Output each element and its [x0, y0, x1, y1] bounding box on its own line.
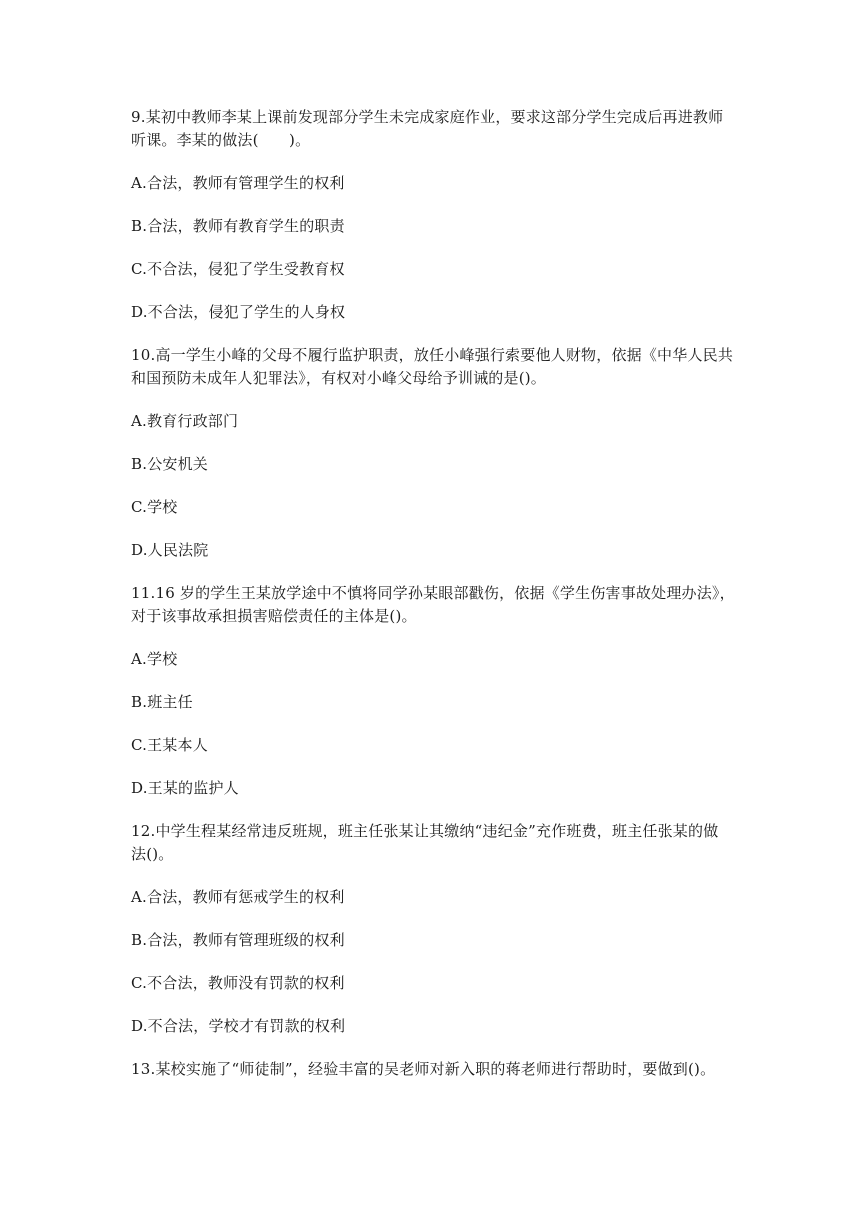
question-10-stem-line-1: 10.高一学生小峰的父母不履行监护职责，放任小峰强行索要他人财物，依据《中华人民共 — [131, 346, 734, 364]
question-9-option-c: C.不合法，侵犯了学生受教育权 — [131, 260, 345, 278]
question-12-stem-line-1: 12.中学生程某经常违反班规，班主任张某让其缴纳“违纪金”充作班费，班主任张某的做 — [131, 822, 719, 840]
question-9-option-a: A.合法，教师有管理学生的权利 — [131, 174, 345, 192]
question-12-option-d: D.不合法，学校才有罚款的权利 — [131, 1017, 346, 1035]
question-10-option-d: D.人民法院 — [131, 541, 209, 559]
question-10-stem-line-2: 和国预防未成年人犯罪法》，有权对小峰父母给予训诫的是()。 — [131, 369, 547, 387]
question-11-stem-line-1: 11.16 岁的学生王某放学途中不慎将同学孙某眼部戳伤，依据《学生伤害事故处理办法》， — [131, 584, 735, 602]
question-12-stem-line-2: 法()。 — [131, 845, 174, 863]
question-12-option-b: B.合法，教师有管理班级的权利 — [131, 931, 345, 949]
question-10-option-a: A.教育行政部门 — [131, 412, 239, 430]
question-9-option-b: B.合法，教师有教育学生的职责 — [131, 217, 345, 235]
question-11-stem-line-2: 对于该事故承担损害赔偿责任的主体是()。 — [131, 607, 417, 625]
question-11-option-c: C.王某本人 — [131, 736, 208, 754]
question-11-option-a: A.学校 — [131, 650, 178, 668]
question-9-stem-line-1: 9.某初中教师李某上课前发现部分学生未完成家庭作业，要求这部分学生完成后再进教师 — [131, 108, 724, 126]
question-13-stem-line-1: 13.某校实施了“师徒制”，经验丰富的吴老师对新入职的蒋老师进行帮助时，要做到()。 — [131, 1060, 716, 1078]
question-10-option-c: C.学校 — [131, 498, 178, 516]
question-12-option-c: C.不合法，教师没有罚款的权利 — [131, 974, 345, 992]
question-9-option-d: D.不合法，侵犯了学生的人身权 — [131, 303, 346, 321]
question-11-option-b: B.班主任 — [131, 693, 193, 711]
question-12-option-a: A.合法，教师有惩戒学生的权利 — [131, 888, 345, 906]
question-9-stem-line-2: 听课。李某的做法( )。 — [131, 131, 311, 149]
question-10-option-b: B.公安机关 — [131, 455, 208, 473]
question-11-option-d: D.王某的监护人 — [131, 779, 239, 797]
